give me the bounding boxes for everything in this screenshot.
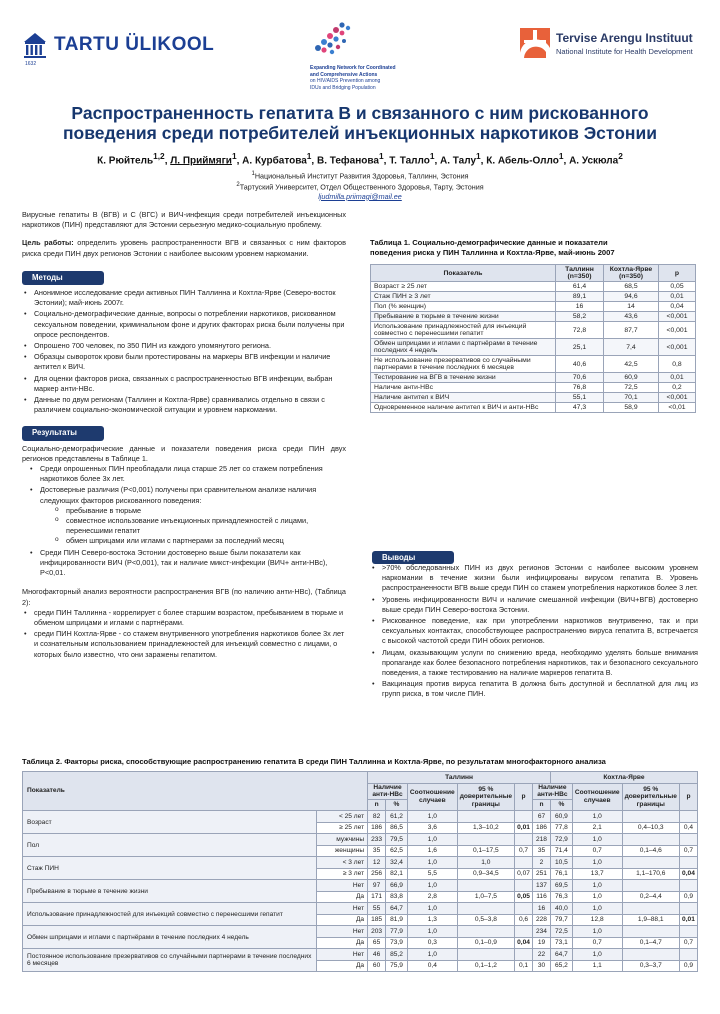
list-item: • >70% обследованных ПИН из двух регионов Эстонии с наиболее высоким уровнем наркомании в течение жизни были инфицированы вирусом гепатита В. Уровень распространенности ВГВ выше среди ПИН со стажем употребления наркотиков более 3 лет.	[370, 563, 698, 594]
table-cell	[457, 926, 514, 938]
tartu-name: TARTU ÜLIKOOL	[54, 34, 215, 55]
table-cell-label: Наличие анти-НВс	[371, 383, 556, 393]
table-cell: 72,5	[550, 926, 572, 938]
table-cell: 1,0	[457, 857, 514, 869]
table-cell: 0,04	[679, 868, 697, 880]
table-cell: 86,5	[386, 822, 408, 834]
table-cell: 30	[533, 960, 551, 972]
table-cell: 55	[368, 903, 386, 915]
table-cell: 0,4	[407, 960, 457, 972]
table-cell: 81,9	[386, 914, 408, 926]
table-cell: <0,001	[659, 393, 696, 403]
table-cell: 97	[368, 880, 386, 892]
table-cell: 60	[368, 960, 386, 972]
table-cell: 1,0	[407, 903, 457, 915]
table-row	[371, 403, 696, 413]
table-row	[371, 282, 696, 292]
table-cell: 0,05	[659, 282, 696, 292]
table-cell: 1,6	[407, 845, 457, 857]
table-cell: 0,4	[679, 822, 697, 834]
table-cell: 0,8	[659, 356, 696, 373]
table-cell	[515, 949, 533, 961]
table-cell: 234	[533, 926, 551, 938]
category-cell: Да	[316, 937, 368, 949]
table-cell: <0,001	[659, 312, 696, 322]
list-item: • Опрошено 700 человек, по 350 ПИН из каждого упомянутого региона.	[22, 341, 346, 351]
category-cell: < 25 лет	[316, 811, 368, 823]
authors: К. Рюйтель$^{1,2}$, Л. Приймяги$^1$, А. Курбатова$^1$, В. Тефанова$^1$, Т. Талло$^1$, А. Талу$^1$, К. Абель-Олло$^1$, А. Ускюла$^2$	[97, 151, 623, 167]
table-cell: 46	[368, 949, 386, 961]
table-cell: 1,0	[572, 880, 622, 892]
table-cell: 0,01	[659, 373, 696, 383]
table-cell: 0,1–0,9	[457, 937, 514, 949]
table-cell: 19	[533, 937, 551, 949]
table-cell: 1,0	[407, 926, 457, 938]
table-cell: 75,9	[386, 960, 408, 972]
table-cell: 79,5	[386, 834, 408, 846]
email-link[interactable]: ljudmilla.priimagi@mail.ee	[318, 191, 402, 201]
table-cell: 1,0	[407, 949, 457, 961]
table-row	[23, 903, 698, 915]
table-cell: 1,0	[572, 857, 622, 869]
table-cell-label: Тестирование на ВГВ в течение жизни	[371, 373, 556, 383]
table-cell	[515, 926, 533, 938]
category-cell: Да	[316, 960, 368, 972]
category-cell: Нет	[316, 949, 368, 961]
table-row	[23, 834, 698, 846]
list-item: • Лицам, оказывающим услуги по снижению вреда, необходимо уделять больше внимания пропаганде как более безопасного потребления наркотиков, так и безопасного сексуального поведения, а также тестированию на наличие маркеров гепатита В.	[370, 648, 698, 679]
table-cell: 0,7	[679, 937, 697, 949]
table-row	[371, 322, 696, 339]
table-cell: 40,6	[556, 356, 604, 373]
category-cell: Нет	[316, 880, 368, 892]
factor-label: Пребывание в тюрьме в течение жизни	[23, 880, 317, 903]
table-cell: 0,5–3,8	[457, 914, 514, 926]
table-row	[371, 373, 696, 383]
table-cell: 0,04	[659, 302, 696, 312]
table-cell: 85,2	[386, 949, 408, 961]
table-cell: 14	[604, 302, 659, 312]
table-cell: 0,1–4,7	[622, 937, 679, 949]
table-cell: 72,5	[604, 383, 659, 393]
results-list	[28, 464, 346, 578]
table-cell	[679, 857, 697, 869]
table-cell	[622, 926, 679, 938]
list-item: o обмен шприцами или иглами с партнерами за последний месяц	[54, 536, 346, 546]
table-cell	[515, 903, 533, 915]
table-cell: 47,3	[556, 403, 604, 413]
table-cell: 0,9	[679, 960, 697, 972]
table-cell-label: Использование принадлежностей для инъекций совместно с перенесшими гепатит	[371, 322, 556, 339]
list-item: • Достоверные различия (Р<0,001) получены при сравнительном анализе наличия следующих факторов рискованного поведения: o пребывание в тюрьме o совместное использование инъекционных принадлежностей с лицами, перенесшими гепатит o обмен шприцами или иглами с партнерами за последний месяц	[28, 485, 346, 546]
table-cell: 58,9	[604, 403, 659, 413]
list-item: • Для оценки факторов риска, связанных с распространенностью ВГВ инфекции, выбран маркер анти-НВс.	[22, 374, 346, 394]
table-cell: 55,1	[556, 393, 604, 403]
table-cell: 1,0	[407, 811, 457, 823]
table-row	[23, 857, 698, 869]
table-cell: 60,9	[604, 373, 659, 383]
results-intro: Социально-демографические данные и показатели поведения риска среди ПИН двух регионов представлены в Таблице 1.	[22, 443, 346, 463]
table-cell: 251	[533, 868, 551, 880]
list-item: • среди ПИН Кохтла-Ярве - со стажем внутривенного употребления наркотиков более 3х лет и сознательным использованием принадлежностей для инъекций совместно с лицами, о которых было известно, что они заражены гепатитом.	[22, 629, 346, 660]
table-cell: 0,2	[659, 383, 696, 393]
factor-label: Использование принадлежностей для инъекций совместно с перенесшими гепатит	[23, 903, 317, 926]
table-cell	[622, 811, 679, 823]
table-row	[371, 312, 696, 322]
table-cell: 0,07	[515, 868, 533, 880]
table-cell	[515, 880, 533, 892]
list-item: • Уровень инфицированности ВИЧ и наличие смешанной инфекции (ВИЧ+ВГВ) достоверно выше среди ПИН Северо-востока Эстонии.	[370, 595, 698, 615]
table-cell: 2,8	[407, 891, 457, 903]
category-cell: мужчины	[316, 834, 368, 846]
table-cell-label: Пребывание в тюрьме в течение жизни	[371, 312, 556, 322]
list-item: • Данные по двум регионам (Таллинн и Кохтла-Ярве) сравнивались отдельно в связи с различием социально-экономической ситуации и уровнем наркомании.	[22, 395, 346, 415]
table-cell: 73,9	[386, 937, 408, 949]
table-cell: 42,5	[604, 356, 659, 373]
table-cell: 79,7	[550, 914, 572, 926]
table-cell: 7,4	[604, 339, 659, 356]
table-row	[371, 383, 696, 393]
table-cell: 71,4	[550, 845, 572, 857]
tai-sun-icon	[520, 28, 550, 58]
list-item: • Социально-демографические данные, вопросы о потреблении наркотиков, рискованном сексуальном поведении, криминальном фоне и других факторах риска были получены при опросе респондентов.	[22, 309, 346, 340]
university-seal-icon	[22, 30, 48, 60]
table-cell: 94,6	[604, 292, 659, 302]
table-row	[23, 880, 698, 892]
table-row	[23, 926, 698, 938]
table-cell: 1,0–7,5	[457, 891, 514, 903]
table-cell: 0,7	[515, 845, 533, 857]
table-cell: 0,1–1,2	[457, 960, 514, 972]
table-cell: 16	[556, 302, 604, 312]
table-cell: 137	[533, 880, 551, 892]
category-cell: < 3 лет	[316, 857, 368, 869]
table-cell	[679, 949, 697, 961]
results-heading: Результаты	[22, 426, 104, 440]
table-cell: 0,01	[515, 822, 533, 834]
table-cell: 77,8	[550, 822, 572, 834]
table-cell: 70,1	[604, 393, 659, 403]
table-cell: 13,7	[572, 868, 622, 880]
table-cell: 186	[368, 822, 386, 834]
table-cell: 186	[533, 822, 551, 834]
table-cell: 67	[533, 811, 551, 823]
table-cell: 35	[368, 845, 386, 857]
factor-label: Постоянное использование презервативов со случайными партнерами в течение последних 6 месяцев	[23, 949, 317, 972]
table-cell	[457, 834, 514, 846]
table-cell: 1,0	[407, 857, 457, 869]
table-cell: 83,8	[386, 891, 408, 903]
category-cell: ≥ 25 лет	[316, 822, 368, 834]
table-cell: 0,04	[515, 937, 533, 949]
table-cell: 61,2	[386, 811, 408, 823]
factor-label: Обмен шприцами и иглами с партнёрами в течение последних 4 недель	[23, 926, 317, 949]
network-logo	[310, 18, 420, 91]
methods-heading: Методы	[22, 271, 104, 285]
table-cell: 0,4–10,3	[622, 822, 679, 834]
table-cell: 0,3–3,7	[622, 960, 679, 972]
table-cell: 32,4	[386, 857, 408, 869]
table-cell: 1,0	[407, 880, 457, 892]
multifactor-list	[22, 608, 346, 660]
factor-label: Стаж ПИН	[23, 857, 317, 880]
tai-subtitle: National Institute for Health Development	[556, 46, 693, 56]
table2: Показатель Таллинн Кохтла-Ярве Наличие анти-НВс Соотношение случаев 95 % доверительные границы p Наличие анти-НВс Соотношение случаев 95 % доверительные границы p n % n % Возраст < 25 лет 82 61,2 1,0 67 60,9 1,0 ≥ 25 лет 186 86,5 3,6 1,3–10,2 0,01 186 77,8 2,1 0,4–10,3 0,4 Пол мужчины 233 79,5 1,0 218 72,9 1,0 женщины 35 62,5 1,6 0,1–17,5 0,7 35 71,4 0,7 0,1–4,6 0,7 Стаж ПИН < 3 лет 12 32,4 1,0 1,0 2 10,5 1,0 ≥ 3 лет 256 82,1 5,5 0,9–34,5 0,07 251 76,1 13,7 1,1–170,6 0,04 Пребывание в тюрьме в течение жизни Нет 97 66,9 1,0 137 69,5 1,0 Да 171 83,8 2,8 1,0–7,5 0,05 116 76,3 1,0 0,2–4,4 0,9 Использование принадлежностей для инъекций совместно с перенесшими гепатит Нет 55 64,7 1,0 16 40,0 1,0 Да 185 81,9 1,3 0,5–3,8 0,6 228 79,7 12,8 1,9–88,1 0,01 Обмен шприцами и иглами с партнёрами в течение последних 4 недель Нет 203 77,9 1,0 234 72,5 1,0 Да 65 73,9 0,3 0,1–0,9 0,04 19 73,1 0,7 0,1–4,7 0,7 Постоянное использование презервативов со случайными партнерами в течение последних 6 месяцев Нет 46 85,2 1,0 22 64,7 1,0 Да 60 75,9 0,4 0,1–1,2 0,1 30 65,2 1,1 0,3–3,7 0,9	[22, 771, 698, 972]
table-row	[371, 292, 696, 302]
list-item: • Образцы сывороток крови были протестированы на маркеры ВГВ инфекции и наличие антител к ВИЧ.	[22, 352, 346, 372]
table-cell: 0,6	[515, 914, 533, 926]
table1	[370, 264, 696, 413]
table-cell	[457, 903, 514, 915]
table-cell: 35	[533, 845, 551, 857]
table-cell	[622, 880, 679, 892]
table-cell: 233	[368, 834, 386, 846]
table-cell: 0,01	[659, 292, 696, 302]
table-cell: 1,0	[572, 949, 622, 961]
table-cell: 2,1	[572, 822, 622, 834]
table-cell: 1,0	[572, 926, 622, 938]
tartu-university-logo	[22, 30, 215, 67]
table-cell: 116	[533, 891, 551, 903]
tartu-year: 1632	[25, 61, 37, 67]
category-cell: женщины	[316, 845, 368, 857]
list-item: • Среди ПИН Северо-востока Эстонии достоверно выше были показатели как инфицированности ВИЧ (Р<0,001), так и наличие микст-инфекции (ВИЧ+ анти-НВс), Р<0,01.	[28, 548, 346, 579]
table-cell: 0,9–34,5	[457, 868, 514, 880]
table-cell: <0,001	[659, 339, 696, 356]
goal-paragraph: Цель работы: определить уровень распространенности ВГВ и связанных с ним факторов риска среди ПИН двух регионов Эстонии с наиболее высоким уровнем наркомании.	[22, 238, 346, 258]
table-cell	[679, 834, 697, 846]
table-cell	[515, 834, 533, 846]
table-cell: 0,7	[679, 845, 697, 857]
risk-factors-sublist	[54, 506, 346, 547]
table-cell: <0,001	[659, 322, 696, 339]
list-item: • Среди опрошенных ПИН преобладали лица старше 25 лет со стажем потребления наркотиков более 3х лет.	[28, 464, 346, 484]
factor-label: Возраст	[23, 811, 317, 834]
table-row	[371, 393, 696, 403]
table-cell-label: Пол (% женщин)	[371, 302, 556, 312]
table-cell: 61,4	[556, 282, 604, 292]
table-cell: 58,2	[556, 312, 604, 322]
table-cell: 76,3	[550, 891, 572, 903]
table-cell: 22	[533, 949, 551, 961]
table-cell	[457, 811, 514, 823]
table-row	[371, 356, 696, 373]
table-cell: 1,3	[407, 914, 457, 926]
methods-list	[22, 288, 346, 415]
table-cell: 73,1	[550, 937, 572, 949]
table-cell-label: Не использование презервативов со случайными партнерами в течение последних 6 месяцев	[371, 356, 556, 373]
table-cell: 72,8	[556, 322, 604, 339]
table-cell: 1,0	[572, 903, 622, 915]
table-cell: 1,0	[572, 834, 622, 846]
header	[0, 0, 720, 95]
table-cell-label: Обмен шприцами и иглами с партнёрами в течение последних 4 недель	[371, 339, 556, 356]
table-row	[23, 949, 698, 961]
network-text: Expanding Network for Coordinated and Comprehensive Actions on HIV/AIDS Prevention among IDUs and Bridging Population	[310, 65, 396, 91]
table-cell: 1,1–170,6	[622, 868, 679, 880]
table-cell: 228	[533, 914, 551, 926]
category-cell: Да	[316, 891, 368, 903]
conclusions-heading: Выводы	[372, 551, 454, 564]
table-cell: 3,6	[407, 822, 457, 834]
table-cell: 0,9	[679, 891, 697, 903]
network-dots-icon	[310, 18, 354, 58]
table-cell	[679, 903, 697, 915]
table-cell: 87,7	[604, 322, 659, 339]
table1-caption: Таблица 1. Социально-демографические данные и показатели поведения риска у ПИН Таллинна и Кохтла-Ярве, май-июнь 2007	[370, 238, 615, 257]
table-cell: 72,9	[550, 834, 572, 846]
table-cell-label: Наличие антител к ВИЧ	[371, 393, 556, 403]
table-cell: 65	[368, 937, 386, 949]
table-cell: 1,0	[572, 811, 622, 823]
table-cell	[622, 834, 679, 846]
table-cell: 0,01	[679, 914, 697, 926]
table-cell: 0,3	[407, 937, 457, 949]
category-cell: Нет	[316, 903, 368, 915]
poster-title: Распространенность гепатита В и связанного с ним рискованного поведения среди потребителей инъекционных наркотиков Эстонии	[62, 103, 658, 143]
table-cell: 5,5	[407, 868, 457, 880]
list-item: • Вакцинация против вируса гепатита В должна быть доступной и бесплатной для лиц из групп риска, в том числе ПИН.	[370, 679, 698, 699]
table-cell: 16	[533, 903, 551, 915]
table-cell: 1,0	[572, 891, 622, 903]
table-cell: 0,1–17,5	[457, 845, 514, 857]
table-cell: 82,1	[386, 868, 408, 880]
table-cell: 0,1	[515, 960, 533, 972]
table-cell: 185	[368, 914, 386, 926]
table-cell: 0,1–4,6	[622, 845, 679, 857]
table-cell	[457, 880, 514, 892]
table-cell: 64,7	[550, 949, 572, 961]
table-cell: 0,7	[572, 937, 622, 949]
table-cell: 256	[368, 868, 386, 880]
table-cell: 1,9–88,1	[622, 914, 679, 926]
list-item: • Анонимное исследование среди активных ПИН Таллинна и Кохтла-Ярве (Северо-восток Эстонии); май-июнь 2007г.	[22, 288, 346, 308]
table-cell	[515, 811, 533, 823]
factor-label: Пол	[23, 834, 317, 857]
table-cell: 1,1	[572, 960, 622, 972]
category-cell: ≥ 3 лет	[316, 868, 368, 880]
table-cell: 76,8	[556, 383, 604, 393]
table-cell: 60,9	[550, 811, 572, 823]
table-cell: 0,05	[515, 891, 533, 903]
table-cell: 218	[533, 834, 551, 846]
table-cell-label: Стаж ПИН ≥ 3 лет	[371, 292, 556, 302]
table-cell: 68,5	[604, 282, 659, 292]
table-cell-label: Возраст ≥ 25 лет	[371, 282, 556, 292]
tai-logo	[520, 28, 693, 58]
table-cell	[622, 903, 679, 915]
category-cell: Да	[316, 914, 368, 926]
table-row	[371, 339, 696, 356]
table-cell: 203	[368, 926, 386, 938]
category-cell: Нет	[316, 926, 368, 938]
table-cell: 89,1	[556, 292, 604, 302]
table-cell: 65,2	[550, 960, 572, 972]
intro-paragraph: Вирусные гепатиты В (ВГВ) и С (ВГС) и ВИЧ-инфекция среди потребителей инъекционных наркотиков (ПИН) представляют для Эстонии серьезную медико-социальную проблему.	[22, 210, 346, 230]
table-cell: 69,5	[550, 880, 572, 892]
list-item: o пребывание в тюрьме	[54, 506, 346, 516]
table-cell	[679, 880, 697, 892]
table-cell-label: Одновременное наличие антител к ВИЧ и анти-НВс	[371, 403, 556, 413]
conclusions-list	[370, 563, 698, 701]
table-cell: 2	[533, 857, 551, 869]
table-row	[23, 811, 698, 823]
table-cell	[679, 811, 697, 823]
table-cell	[622, 857, 679, 869]
table-cell: 76,1	[550, 868, 572, 880]
table-cell: 10,5	[550, 857, 572, 869]
table-row	[371, 302, 696, 312]
table-cell: 12,8	[572, 914, 622, 926]
left-column	[22, 210, 346, 661]
tai-name: Tervise Arengu Instituut	[556, 30, 693, 45]
table-cell	[622, 949, 679, 961]
list-item: • среди ПИН Таллинна - коррелирует с более старшим возрастом, пребыванием в тюрьме и обменом шприцами и иглами с партнёрами.	[22, 608, 346, 628]
list-item: o совместное использование инъекционных принадлежностей с лицами, перенесшими гепатит	[54, 516, 346, 536]
list-item: • Рискованное поведение, как при употреблении наркотиков внутривенно, так и при сексуальных контактах, способствующее распространению вируса гепатита В, встречается с высокой частотой среди ПИН обоих регионов.	[370, 616, 698, 647]
table-cell	[679, 926, 697, 938]
table-cell: 1,3–10,2	[457, 822, 514, 834]
table1-header-row: Показатель Таллинн (n=350) Кохтла-Ярве (n=350) p	[371, 265, 696, 282]
table-cell: 0,7	[572, 845, 622, 857]
table-cell: 70,6	[556, 373, 604, 383]
table-cell: 25,1	[556, 339, 604, 356]
table-cell: 62,5	[386, 845, 408, 857]
table-cell	[457, 949, 514, 961]
table-cell: 77,9	[386, 926, 408, 938]
multifactor-paragraph: Многофакторный анализ вероятности распространения ВГВ (по наличию анти-НВс), (Таблица 2):	[22, 587, 346, 607]
table-cell: 64,7	[386, 903, 408, 915]
affiliations: $^1$Национальный Институт Развития Здоровья, Таллинн, Эстония $^2$Тартуский Университет, Отдел Общественного Здоровья, Тарту, Эстония ljudmilla.priimagi@mail.ee	[236, 171, 484, 201]
table-cell: 43,6	[604, 312, 659, 322]
table-cell: 66,9	[386, 880, 408, 892]
table-cell: 171	[368, 891, 386, 903]
table-cell: 82	[368, 811, 386, 823]
table-cell	[515, 857, 533, 869]
table-cell: 40,0	[550, 903, 572, 915]
table-cell: 12	[368, 857, 386, 869]
table-cell: 1,0	[407, 834, 457, 846]
table-cell: <0,01	[659, 403, 696, 413]
table-cell: 0,2–4,4	[622, 891, 679, 903]
table2-caption: Таблица 2. Факторы риска, способствующие распространению гепатита В среди ПИН Таллинна и Кохтла-Ярве, по результатам многофакторного анализа	[22, 757, 606, 766]
